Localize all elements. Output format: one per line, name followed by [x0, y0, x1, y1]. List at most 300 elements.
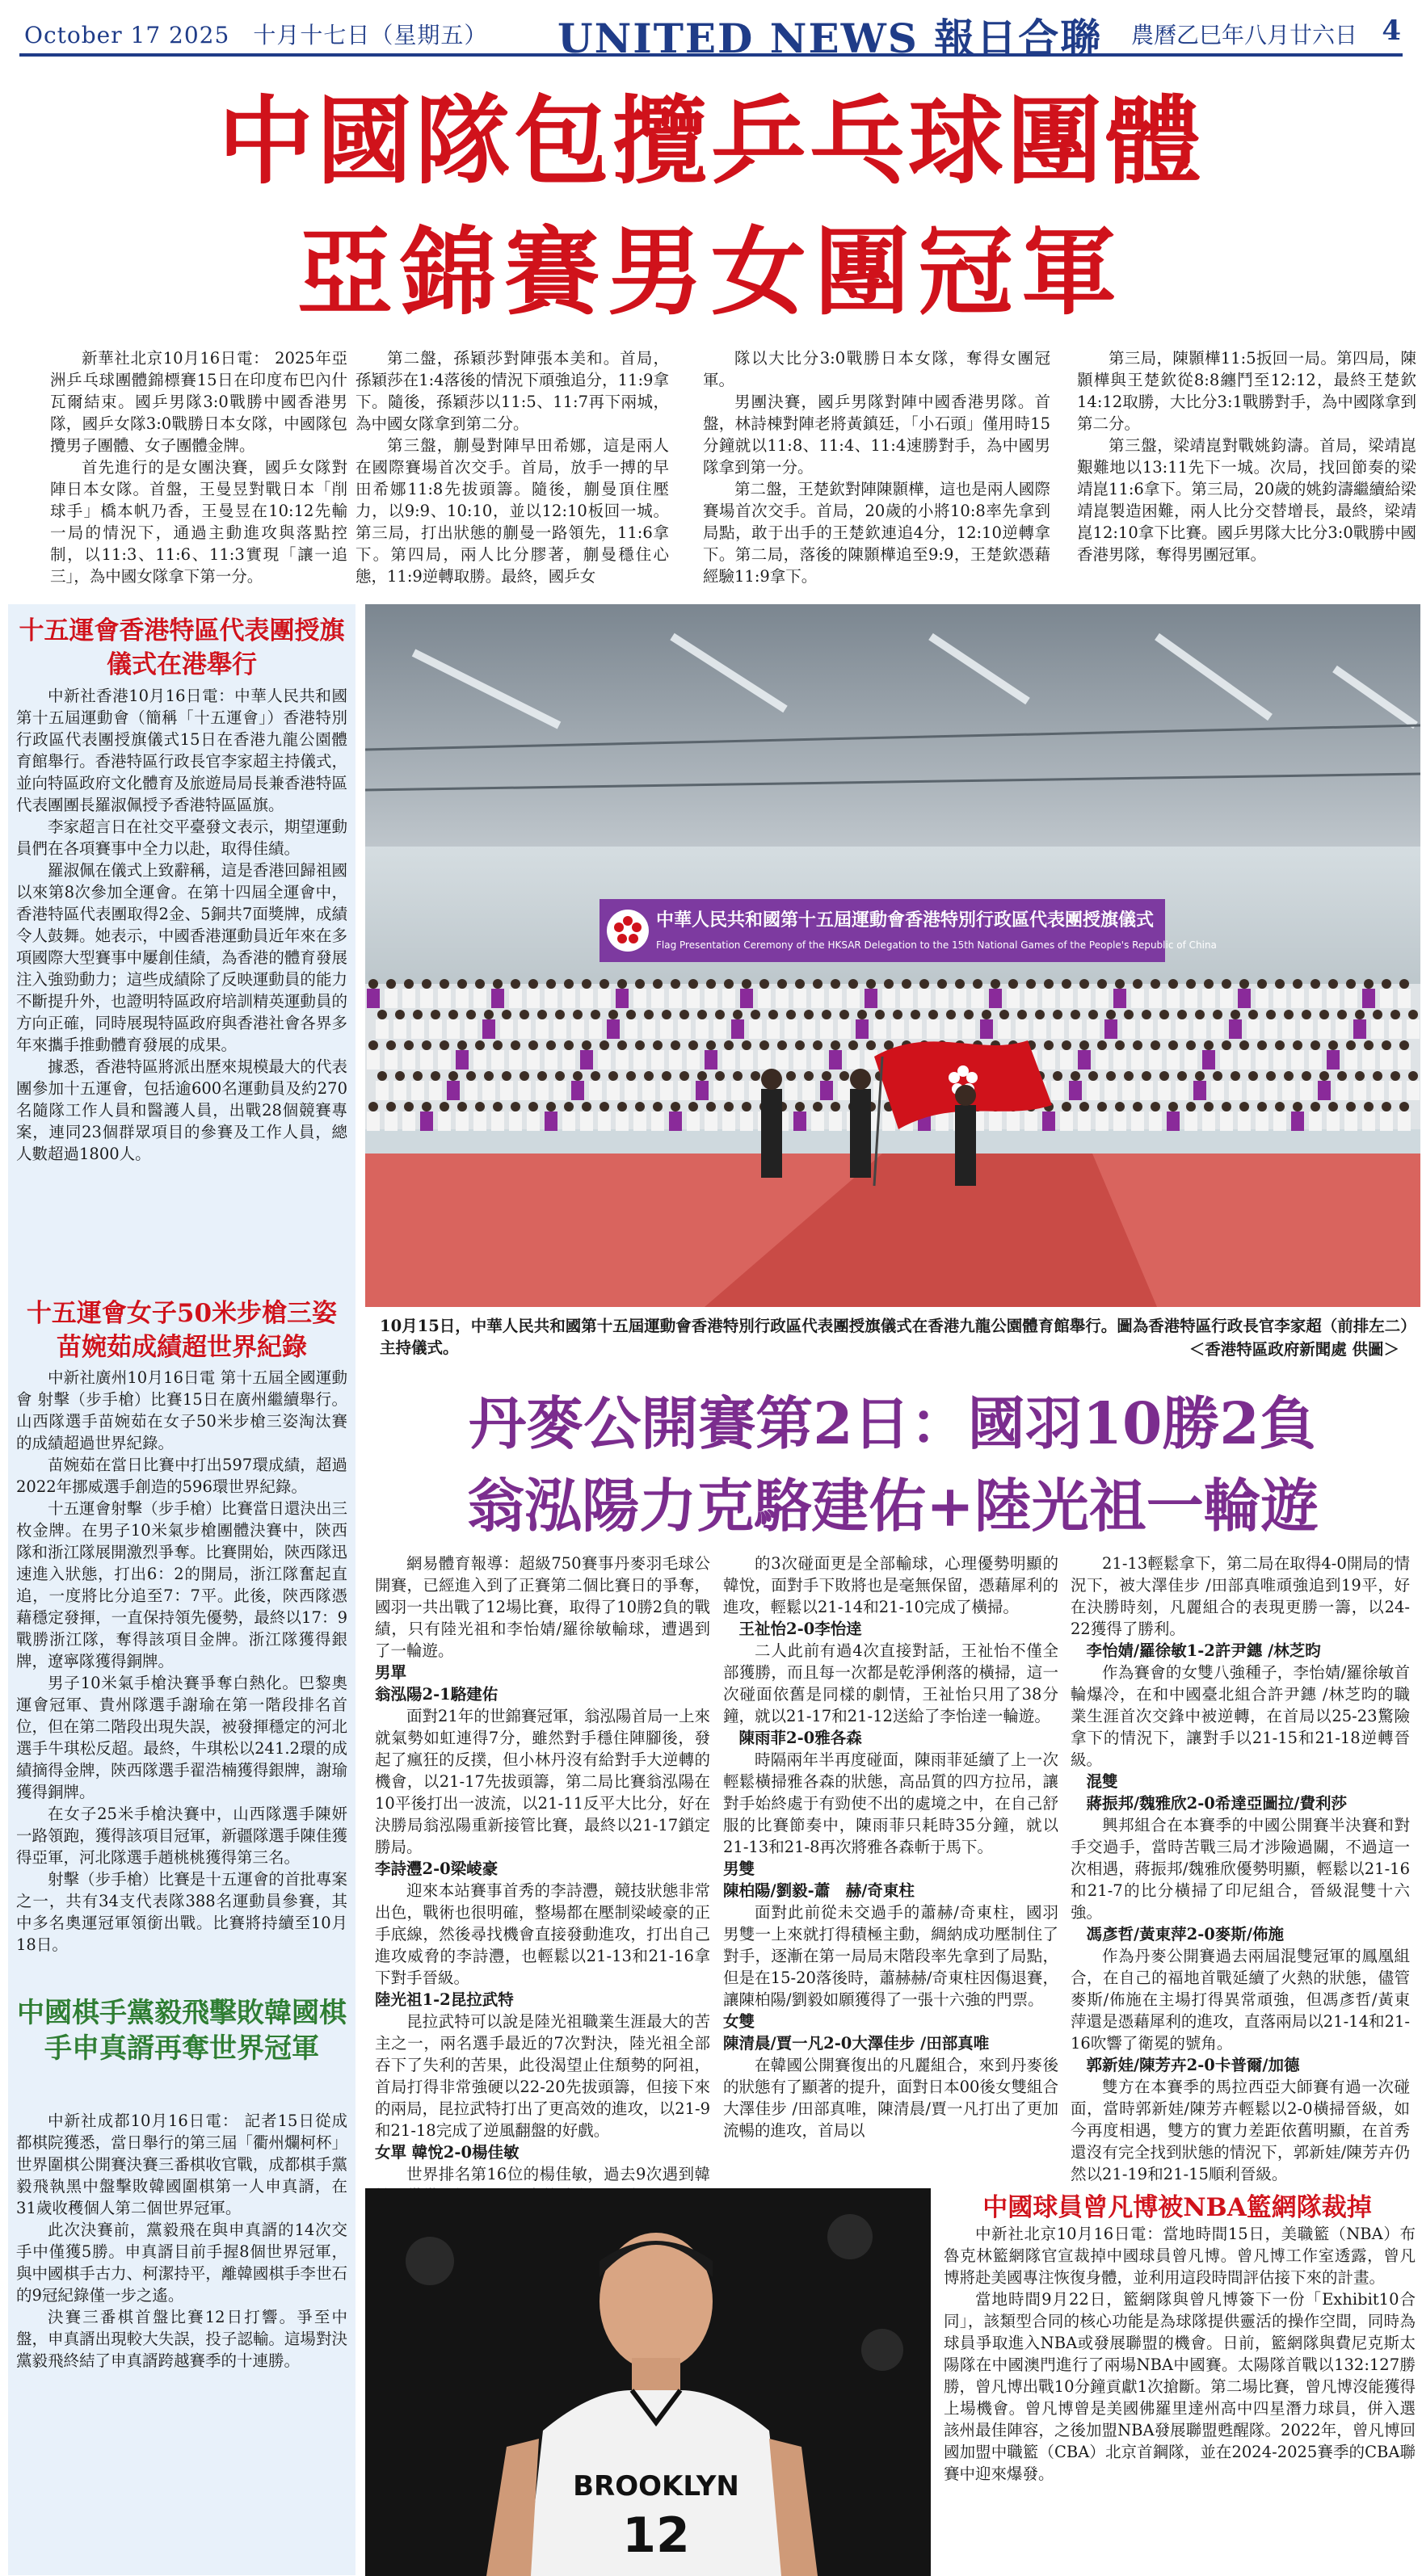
crowd-person-body: [571, 1019, 584, 1039]
crowd-person-body: [456, 989, 469, 1008]
paragraph: 第三盤，梁靖崑對戰姚鈞濤。首局，梁靖崑艱難地以13:11先下一城。次局，找回節奏的梁靖崑11:6拿下。第三局，20歲的姚鈞濤繼續給梁靖崑製造困難，兩人比分交替增長，最終，梁靖崑12:10拿下比賽。國乒男隊大比分3:0戰勝中國香港男隊，奪得男團冠軍。: [1077, 436, 1416, 564]
crowd-person: [635, 1040, 645, 1050]
subheading: 王祉怡2-0李怡逹: [738, 1620, 862, 1638]
crowd-person: [1168, 979, 1178, 989]
crowd-person: [733, 1010, 743, 1019]
crowd-person-body: [1327, 989, 1340, 1008]
crowd-person: [1408, 1010, 1418, 1019]
crowd-person: [377, 1010, 387, 1019]
crowd-person-body: [491, 989, 504, 1008]
paragraph: 第二盤，王楚欽對陣陳顥樺，這也是兩人國際賽場首次交手。首局，20歲的小將10:8率先拿到局點，敢于出手的王楚欽連追4分，12:10逆轉拿下。第二局，落後的陳顥樺追至9:9，王楚欽憑藉經驗11:9拿下。: [703, 480, 1050, 586]
crowd-person-body: [1336, 1081, 1348, 1100]
crowd-person: [662, 1071, 671, 1081]
subheading: 蔣振邦/魏雅欣2-0希達亞圖拉/費利莎: [1086, 1794, 1347, 1813]
crowd-person-body: [642, 1019, 655, 1039]
crowd-person-body: [385, 1112, 398, 1131]
crowd-person-body: [713, 1019, 726, 1039]
crowd-person-body: [918, 989, 931, 1008]
crowd-person-body: [482, 1019, 495, 1039]
crowd-person: [1151, 979, 1160, 989]
crowd-person-body: [1327, 1050, 1340, 1069]
crowd-person-body: [491, 1112, 504, 1131]
crowd-person-body: [1353, 1019, 1366, 1039]
crowd-person-body: [909, 1019, 922, 1039]
paragraph: 當地時間9月22日，籃網隊與曾凡博簽下一份「Exhibit10合同」，該類型合同的核心功能是為球隊提供靈活的操作空間，同時為球員爭取進入NBA或發展聯盟的機會。日前，籃網隊與費尼克斯太陽隊在中國澳門進行了兩場NBA中國賽。太陽隊首戰以132:127勝勝，曾凡博出戰10分鐘貢獻1次搶斷。第二場比賽，曾凡博沒能獲得上場機會。曾凡博曾是美國佛羅里達州高中四星潛力球員，併入選該州最佳陣容，之後加盟NBA發展聯盟甦醒隊。2022年，曾凡博回國加盟中職籃（CBA）北京首鋼隊，並在2024-2025賽季的CBA聯賽中迎來爆發。: [944, 2290, 1416, 2483]
crowd-person-body: [562, 989, 575, 1008]
crowd-person-body: [669, 989, 682, 1008]
crowd-person: [1328, 1102, 1338, 1112]
crowd-person-body: [936, 989, 949, 1008]
crowd-person: [1390, 1010, 1400, 1019]
crowd-person: [1071, 1071, 1080, 1081]
crowd-person: [520, 1071, 529, 1081]
crowd-person-body: [1060, 1112, 1073, 1131]
crowd-person: [1213, 1071, 1222, 1081]
crowd-person-body: [553, 1081, 566, 1100]
crowd-person: [457, 1040, 467, 1050]
crowd-person: [1346, 1102, 1356, 1112]
top-article-column-4: [1077, 347, 1416, 565]
crowd-person-body: [1344, 989, 1357, 1008]
crowd-person: [679, 1071, 689, 1081]
crowd-person: [1195, 1010, 1205, 1019]
crowd-person-body: [705, 1112, 717, 1131]
crowd-person-body: [1167, 989, 1180, 1008]
crowd-person-body: [616, 1050, 629, 1069]
crowd-person: [644, 1071, 654, 1081]
paragraph: 羅淑佩在儀式上致辭稱，這是香港回歸祖國以來第8次參加全運會。在第十四屆全運會中，香港特區代表團取得2金、5銅共7面獎牌，成績令人鼓舞。她表示，中國香港運動員近年來在多項國際大型賽事中屢創佳績，為香港的體育發展注入強勁動力；這些成績除了反映運動員的能力不斷提升外，也證明特區政府培訓精英運動員的方向正確，同時展現特區政府與香港社會各界多年來攜手推動體育發展的成果。: [16, 861, 347, 1054]
crowd-person: [1311, 1040, 1320, 1050]
crowd-person: [751, 1071, 760, 1081]
subheading: 男單: [375, 1663, 407, 1682]
crowd-person: [404, 979, 414, 989]
crowd-person-body: [482, 1081, 495, 1100]
crowd-person: [1186, 1040, 1196, 1050]
crowd-person: [1222, 1040, 1231, 1050]
crowd-person: [1239, 979, 1249, 989]
crowd-person-body: [962, 1019, 975, 1039]
crowd-person: [1186, 1102, 1196, 1112]
crowd-person: [440, 979, 449, 989]
crowd-person: [422, 979, 431, 989]
paragraph: 射擊（步手槍）比賽是十五運會的首批專案之一，共有34支代表隊388名運動員參賽，其中多名奧運冠軍領銜出戰。比賽將持續至10月18日。: [16, 1870, 347, 1954]
crowd-person: [1204, 1040, 1214, 1050]
crowd-person-body: [545, 1050, 557, 1069]
crowd-person: [1284, 1010, 1294, 1019]
crowd-person: [1204, 979, 1214, 989]
crowd-person-body: [447, 1081, 460, 1100]
subheading: 陸光祖1-2昆拉武特: [375, 1990, 514, 2009]
crowd-person-body: [873, 1019, 886, 1039]
crowd-person: [413, 1010, 423, 1019]
crowd-person: [804, 1010, 814, 1019]
crowd-person-body: [402, 989, 415, 1008]
crowd-person-body: [1184, 1050, 1197, 1069]
crowd-person-body: [465, 1019, 478, 1039]
crowd-person-body: [713, 1081, 726, 1100]
crowd-person-body: [545, 989, 557, 1008]
crowd-person: [653, 1102, 663, 1112]
crowd-person-body: [1202, 989, 1215, 1008]
crowd-person: [715, 1071, 725, 1081]
crowd-person: [520, 1010, 529, 1019]
crowd-person-body: [1380, 1112, 1393, 1131]
crowd-person: [591, 1010, 600, 1019]
crowd-person-body: [1407, 1081, 1420, 1100]
crowd-person-body: [1380, 1050, 1393, 1069]
crowd-person: [626, 1071, 636, 1081]
crowd-person: [537, 1010, 547, 1019]
crowd-person-body: [589, 1019, 602, 1039]
crowd-person: [608, 1071, 618, 1081]
crowd-person: [946, 1010, 956, 1019]
crowd-person-body: [1007, 1112, 1020, 1131]
crowd-person-body: [1016, 1019, 1029, 1039]
crowd-person-body: [633, 989, 646, 1008]
crowd-person: [991, 979, 1000, 989]
crowd-person-body: [1238, 1050, 1251, 1069]
crowd-person-body: [696, 1019, 709, 1039]
crowd-person-body: [882, 989, 895, 1008]
crowd-person: [475, 1040, 485, 1050]
paragraph: 在韓國公開賽復出的凡麗組合，來到丹麥後的狀態有了顯著的提升，面對日本00後女雙組合大澤佳步 /田部真唯，陳清晨/賈一凡打出了更加流暢的進攻，首局以: [723, 2056, 1058, 2140]
crowd-person-body: [456, 1050, 469, 1069]
crowd-person-body: [669, 1050, 682, 1069]
header-lunar-date: 農曆乙巳年八月廿六日: [1130, 22, 1357, 48]
badminton-column-3: [1071, 1553, 1410, 2185]
subheading: 李詩灃2-0梁崚豪: [375, 1860, 499, 1878]
crowd-person-body: [1096, 1112, 1109, 1131]
crowd-person: [706, 979, 716, 989]
crowd-person: [724, 979, 734, 989]
crowd-person-body: [1042, 1112, 1055, 1131]
crowd-person-body: [740, 1112, 753, 1131]
crowd-person: [422, 1040, 431, 1050]
banner-english: Flag Presentation Ceremony of the HKSAR Delegation to the 15th National Games of the People's Republic of China: [656, 939, 1217, 951]
crowd-person-body: [678, 1081, 691, 1100]
crowd-person: [546, 979, 556, 989]
crowd-person: [742, 979, 751, 989]
crowd-person-body: [722, 1050, 735, 1069]
crowd-person: [1266, 1071, 1276, 1081]
subheading: 混雙: [1086, 1772, 1118, 1791]
crowd-person: [1097, 1040, 1107, 1050]
crowd-person: [1062, 979, 1071, 989]
crowd-person-body: [616, 1112, 629, 1131]
crowd-person: [777, 1040, 787, 1050]
crowd-person-body: [1256, 1050, 1268, 1069]
paragraph: 作為賽會的女雙八強種子，李怡婧/羅徐敏首輪爆冷，在和中國臺北組合許尹鏸 /林芝昀的職業生涯首次交鋒中被逆轉，在首局以25-23驚險拿下的情況下，讓對手以21-15和21-18逆轉晉級。: [1071, 1663, 1410, 1769]
crowd-person: [1115, 1040, 1125, 1050]
crowd-person: [1035, 1010, 1045, 1019]
crowd-person: [368, 1102, 378, 1112]
crowd-person: [1124, 1010, 1134, 1019]
crowd-person-body: [1309, 989, 1322, 1008]
crowd-person: [1248, 1071, 1258, 1081]
crowd-person-body: [527, 989, 540, 1008]
crowd-person: [671, 1102, 680, 1112]
crowd-person: [697, 1071, 707, 1081]
crowd-person: [1124, 1071, 1134, 1081]
crowd-person: [653, 1040, 663, 1050]
crowd-person-body: [820, 1081, 833, 1100]
crowd-person: [1382, 1102, 1391, 1112]
paragraph: 在女子25米手槍決賽中，山西隊選手陳妍一路領跑，獲得該項目冠軍，新疆隊選手陳佳獲得亞軍，河北隊選手趙桃桃獲得第三名。: [16, 1805, 347, 1867]
crowd-person: [617, 979, 627, 989]
crowd-person: [1364, 979, 1374, 989]
top-article-column-2: [356, 347, 669, 587]
crowd-person: [368, 979, 378, 989]
crowd-person: [866, 1040, 876, 1050]
crowd-person: [1355, 1071, 1365, 1081]
crowd-person: [600, 1040, 609, 1050]
crowd-person-body: [802, 1019, 815, 1039]
crowd-person: [608, 1010, 618, 1019]
crowd-person-body: [1176, 1081, 1189, 1100]
crowd-person: [1408, 1071, 1418, 1081]
crowd-person: [1159, 1071, 1169, 1081]
crowd-person-body: [1060, 989, 1073, 1008]
crowd-person: [1311, 1102, 1320, 1112]
crowd-person-body: [740, 989, 753, 1008]
crowd-person: [386, 1102, 396, 1112]
crowd-person: [1266, 1010, 1276, 1019]
crowd-person: [822, 1010, 831, 1019]
crowd-person: [1044, 1040, 1054, 1050]
crowd-person-body: [980, 1019, 993, 1039]
paragraph: 據悉，香港特區將派出歷來規模最大的代表團參加十五運會，包括逾600名運動員及約270名隨隊工作人員和醫護人員，出戰28個競賽專案，連同23個群眾項目的參賽及工作人員，總人數超過1800人。: [16, 1057, 347, 1163]
paragraph: 中新社香港10月16日電：中華人民共和國第十五屆運動會（簡稱「十五運會」）香港特別行政區代表團授旗儀式15日在香港九龍公園體育館舉行。香港特區行政長官李家超主持儀式，並向特區政府文化體育及旅遊局局長兼香港特區代表團團長羅淑佩授予香港特區區旗。: [16, 687, 347, 814]
crowd-person: [1355, 1010, 1365, 1019]
crowd-person: [511, 979, 520, 989]
crowd-person-body: [1353, 1081, 1366, 1100]
crowd-person-body: [1113, 1050, 1126, 1069]
crowd-person-body: [705, 989, 717, 1008]
subheading: 陳清晨/賈一凡2-0大澤佳步 /田部真唯: [723, 2034, 990, 2053]
crowd-person-body: [1140, 1019, 1153, 1039]
crowd-person-body: [465, 1081, 478, 1100]
crowd-person-body: [1140, 1081, 1153, 1100]
crowd-person: [511, 1040, 520, 1050]
paragraph: 中新社成都10月16日電： 記者15日從成都棋院獲悉，當日舉行的第三屆「衢州爛柯杯」世界圍棋公開賽決賽三番棋收官戰，成都棋手黨毅飛執黑中盤擊敗韓國圍棋第一人申真諝，在31歲收穫個人第二個世界冠軍。: [16, 2112, 347, 2217]
crowd-person: [706, 1040, 716, 1050]
crowd-person-body: [1318, 1019, 1331, 1039]
crowd-person: [884, 979, 894, 989]
crowd-person: [1231, 1010, 1240, 1019]
crowd-person: [662, 1010, 671, 1019]
crowd-person-body: [438, 1050, 451, 1069]
crowd-person: [671, 1040, 680, 1050]
crowd-person: [893, 1010, 902, 1019]
crowd-person: [457, 1102, 467, 1112]
crowd-person: [724, 1102, 734, 1112]
crowd-person: [555, 1010, 565, 1019]
crowd-person: [564, 979, 574, 989]
crowd-person-body: [393, 1081, 406, 1100]
crowd-person-body: [1042, 1050, 1055, 1069]
badminton-title-1: 丹麥公開賽第2日：國羽10勝2負: [469, 1389, 1317, 1457]
crowd-person: [1133, 1102, 1142, 1112]
crowd-person-body: [633, 1050, 646, 1069]
crowd-person-body: [518, 1019, 531, 1039]
subheading: 陳柏陽/劉毅-蕭 赫/奇東柱: [723, 1881, 915, 1900]
photo-caption: 10月15日，中華人民共和國第十五屆運動會香港特別行政區代表團授旗儀式在香港九龍公園體育館舉行。圖為香港特區行政長官李家超（前排左二）主持儀式。: [380, 1317, 1409, 1357]
crowd-person: [1159, 1010, 1169, 1019]
crowd-person: [635, 1102, 645, 1112]
crowd-person-body: [1398, 989, 1411, 1008]
crowd-person-body: [1407, 1019, 1420, 1039]
paragraph: 首先進行的是女團決賽，國乒女隊對陣日本女隊。首盤，王曼昱對戰日本「削球手」橋本帆乃香，王曼昱在10:12先輸一局的情況下，通過主動進攻與落點控制，以11:3、11:6、11:3實現「讓一追三」，為中國女隊拿下第一分。: [50, 458, 347, 586]
crowd-person-body: [687, 989, 700, 1008]
crowd-person: [1275, 1102, 1285, 1112]
jersey-text: BROOKLYN: [573, 2470, 739, 2502]
crowd-person: [1222, 979, 1231, 989]
crowd-person: [448, 1010, 458, 1019]
crowd-person: [742, 1040, 751, 1050]
crowd-person-body: [447, 1019, 460, 1039]
crowd-person-body: [402, 1050, 415, 1069]
nba-title: 中國球員曾凡博被NBA籃網隊裁掉: [982, 2193, 1372, 2222]
crowd-person: [431, 1010, 440, 1019]
crowd-person: [831, 1040, 840, 1050]
paragraph: 新華社北京10月16日電： 2025年亞洲乒乓球團體錦標賽15日在印度布巴內什瓦爾結束。國乒男隊3:0戰勝中國香港男隊，國乒女隊3:0戰勝日本女隊，中國隊包攬男子團體、女子團體金牌。: [50, 349, 347, 455]
crowd-person: [1257, 1102, 1267, 1112]
crowd-person: [448, 1071, 458, 1081]
crowd-person: [1079, 1040, 1089, 1050]
paragraph: 世界排名第16位的楊佳敏，過去9次遇到韓: [406, 2165, 710, 2183]
crowd-person: [1079, 1102, 1089, 1112]
crowd-person-body: [1122, 1019, 1135, 1039]
crowd-person: [1293, 979, 1302, 989]
crowd-person: [1222, 1102, 1231, 1112]
crowd-person-body: [1104, 1081, 1117, 1100]
go-champion-title: 中國棋手黨毅飛擊敗韓國棋手申真諝再奪世界冠軍: [17, 1997, 347, 2065]
crowd-person-body: [1300, 1019, 1313, 1039]
crowd-person: [466, 1010, 476, 1019]
crowd-person: [688, 1102, 698, 1112]
crowd-person-body: [1158, 1081, 1171, 1100]
crowd-person-body: [1273, 989, 1286, 1008]
crowd-person-body: [1096, 989, 1109, 1008]
crowd-person-body: [1033, 1019, 1046, 1039]
paragraph: 男子10米氣手槍決賽爭奪白熱化。巴黎奧運會冠軍、貴州隊選手謝瑜在第一階段排名首位，但在第二階段出現失誤，被發揮穩定的河北選手牛琪松反超。最終，牛琪松以241.2環的成績摘得金牌，陝西隊選手翟浩楠獲得銀牌，謝瑜獲得銅牌。: [16, 1674, 347, 1801]
crowd-person-body: [1149, 1050, 1162, 1069]
crowd-person-body: [1229, 1081, 1242, 1100]
crowd-person-body: [1051, 1019, 1064, 1039]
crowd-person-body: [420, 1112, 433, 1131]
crowd-person: [653, 979, 663, 989]
crowd-person: [937, 979, 947, 989]
crowd-person-body: [580, 1050, 593, 1069]
crowd-person: [582, 1102, 591, 1112]
crowd-person: [1097, 1102, 1107, 1112]
masthead: UNITED NEWS 報日合聯: [557, 15, 1103, 62]
crowd-person: [1062, 1102, 1071, 1112]
crowd-person: [1319, 1071, 1329, 1081]
crowd-person: [839, 1071, 849, 1081]
crowd-person: [1373, 1010, 1382, 1019]
subheading: 馮彥哲/黃東萍2-0麥斯/佈施: [1086, 1925, 1284, 1944]
crowd-person: [742, 1102, 751, 1112]
crowd-person: [1311, 979, 1320, 989]
crowd-person-body: [829, 989, 842, 1008]
crowd-person-body: [580, 989, 593, 1008]
crowd-person-body: [633, 1112, 646, 1131]
crowd-person: [1106, 1010, 1116, 1019]
crowd-person: [1382, 979, 1391, 989]
crowd-person-body: [1273, 1050, 1286, 1069]
crowd-person: [1293, 1102, 1302, 1112]
paragraph: 中新社廣州10月16日電 第十五屆全國運動會 射擊（步手槍）比賽15日在廣州繼續舉行。山西隊選手苗婉茹在女子50米步槍三姿淘汰賽的成績超過世界紀錄。: [16, 1368, 347, 1452]
crowd-person-body: [1344, 1112, 1357, 1131]
crowd-person-body: [776, 1050, 789, 1069]
crowd-person-body: [1051, 1081, 1064, 1100]
crowd-person-body: [1300, 1081, 1313, 1100]
crowd-person-body: [687, 1050, 700, 1069]
crowd-person: [404, 1040, 414, 1050]
crowd-person-body: [1078, 989, 1091, 1008]
crowd-person: [1213, 1010, 1222, 1019]
crowd-person-body: [456, 1112, 469, 1131]
crowd-person: [813, 979, 822, 989]
crowd-person-body: [411, 1019, 424, 1039]
hk-delegation-title: 十五運會香港特區代表團授旗儀式在港舉行: [19, 616, 345, 679]
crowd-person-body: [1184, 989, 1197, 1008]
crowd-person-body: [785, 1019, 797, 1039]
page-number: 4: [1382, 15, 1401, 47]
crowd-person-body: [1024, 989, 1037, 1008]
crowd-person-body: [1389, 1081, 1402, 1100]
crowd-person: [831, 1102, 840, 1112]
crowd-person-body: [536, 1019, 549, 1039]
crowd-person: [1115, 979, 1125, 989]
badminton-title-2: 翁泓陽力克駱建佑+陸光祖一輪遊: [467, 1472, 1319, 1540]
crowd-person-body: [1007, 989, 1020, 1008]
crowd-person: [804, 1071, 814, 1081]
crowd-person: [555, 1071, 565, 1081]
crowd-person: [751, 1010, 760, 1019]
crowd-person-body: [553, 1019, 566, 1039]
crowd-person: [1133, 1040, 1142, 1050]
crowd-person: [528, 979, 538, 989]
crowd-person-body: [865, 989, 877, 1008]
crowd-person-body: [1220, 989, 1233, 1008]
subheading: 女雙: [723, 2012, 755, 2031]
crowd-person-body: [402, 1112, 415, 1131]
rifle-record-body: [16, 1367, 347, 1956]
crowd-person: [493, 979, 503, 989]
crowd-person-body: [847, 989, 860, 1008]
headline-line-1: 中國隊包攬乒乓球團體: [217, 85, 1204, 197]
crowd-person-body: [509, 989, 522, 1008]
crowd-person: [902, 979, 911, 989]
crowd-person: [440, 1040, 449, 1050]
crowd-person: [795, 979, 805, 989]
crowd-person-body: [1371, 1019, 1384, 1039]
crowd-person: [546, 1102, 556, 1112]
crowd-person: [1017, 1010, 1027, 1019]
crowd-person: [1328, 979, 1338, 989]
crowd-person: [1186, 979, 1196, 989]
crowd-person-body: [1318, 1081, 1331, 1100]
crowd-person: [813, 1102, 822, 1112]
crowd-person-body: [1362, 1112, 1375, 1131]
crowd-person-body: [1380, 989, 1393, 1008]
crowd-person-body: [545, 1112, 557, 1131]
crowd-person-body: [607, 1019, 620, 1039]
crowd-person: [1302, 1010, 1311, 1019]
crowd-person: [875, 1010, 885, 1019]
